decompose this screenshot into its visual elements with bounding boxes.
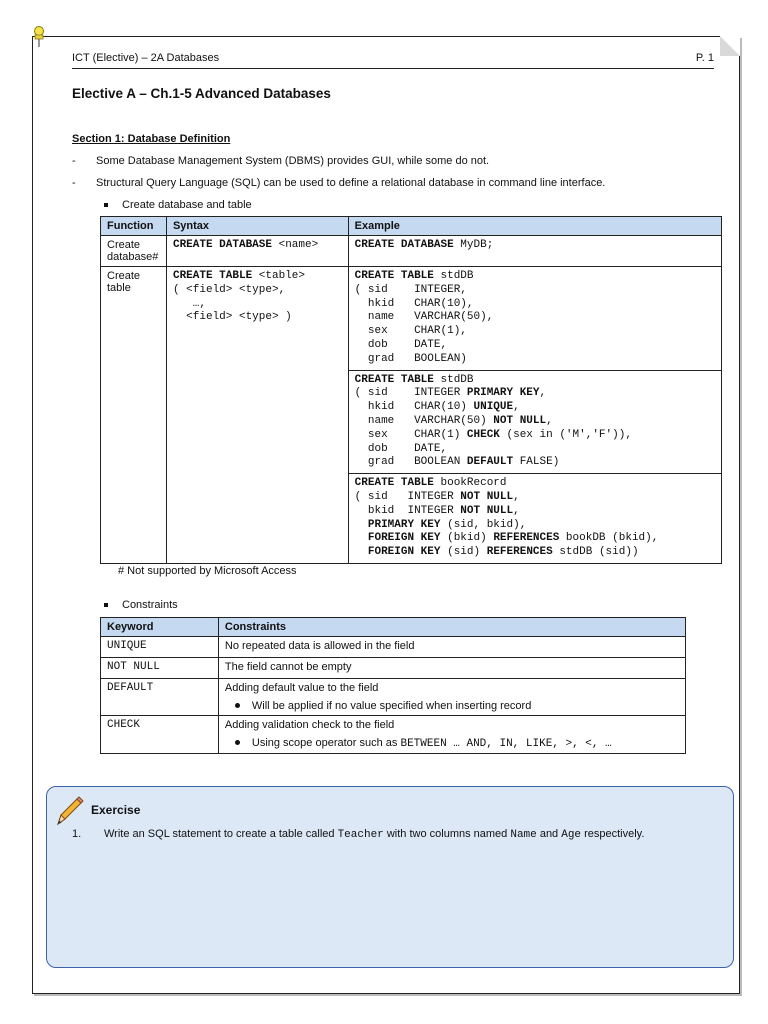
desc-unique: No repeated data is allowed in the field (218, 637, 685, 658)
keyword-unique: UNIQUE (101, 637, 219, 658)
keyword-not-null: NOT NULL (101, 657, 219, 678)
desc-check: Adding validation check to the field Using scope operator such as BETWEEN … AND, IN, LIKE, >, <, … (218, 715, 685, 753)
course-title: ICT (Elective) – 2A Databases (72, 52, 220, 64)
keyword-check: CHECK (101, 715, 219, 753)
cell-example-2c: CREATE TABLE bookRecord ( sid INTEGER NOT NULL, bkid INTEGER NOT NULL, PRIMARY KEY (sid, bkid), FOREIGN KEY (bkid) REFERENCES bookDB (bkid), FOREIGN KEY (sid) REFERENCES stdDB (sid)) (348, 474, 721, 564)
exercise-box (46, 786, 734, 968)
constraints-table (100, 617, 686, 754)
round-bullet-icon (235, 740, 240, 745)
cell-syntax-1: CREATE DATABASE <name> (166, 236, 348, 267)
page-fold (720, 36, 740, 56)
desc-not-null: The field cannot be empty (218, 657, 685, 678)
cell-syntax-2: CREATE TABLE <table> ( <field> <type>, …, <field> <type> ) (166, 267, 348, 564)
section-heading: Section 1: Database Definition (72, 133, 231, 145)
col-example: Example (348, 217, 721, 236)
cell-example-1: CREATE DATABASE MyDB; (348, 236, 721, 267)
syntax-table (100, 216, 722, 564)
cell-example-2b: CREATE TABLE stdDB ( sid INTEGER PRIMARY KEY, hkid CHAR(10) UNIQUE, name VARCHAR(50) NOT NULL, sex CHAR(1) CHECK (sex in ('M','F')), dob DATE, grad BOOLEAN DEFAULT FALSE) (348, 370, 721, 474)
desc-default: Adding default value to the field Will be applied if no value specified when inserting record (218, 678, 685, 715)
col-syntax: Syntax (166, 217, 348, 236)
create-subpoint: Create database and table (104, 199, 252, 211)
access-note: # Not supported by Microsoft Access (118, 565, 297, 577)
constraints-subpoint: Constraints (104, 599, 178, 611)
point-2-text: Structural Query Language (SQL) can be used to define a relational database in command line interface. (96, 177, 606, 189)
exercise-title: Exercise (91, 803, 141, 817)
cell-function-1: Create database# (101, 236, 167, 267)
pushpin-icon (32, 26, 46, 48)
cell-function-2: Create table (101, 267, 167, 564)
col-constraints: Constraints (218, 618, 685, 637)
chapter-title: Elective A – Ch.1-5 Advanced Databases (72, 86, 331, 101)
square-bullet-icon (104, 203, 108, 207)
page-number: P. 1 (695, 52, 714, 64)
col-keyword: Keyword (101, 618, 219, 637)
point-1-text: Some Database Management System (DBMS) provides GUI, while some do not. (96, 155, 490, 167)
square-bullet-icon (104, 603, 108, 607)
cell-example-2a: CREATE TABLE stdDB ( sid INTEGER, hkid CHAR(10), name VARCHAR(50), sex CHAR(1), dob DATE, grad BOOLEAN) (348, 267, 721, 371)
page-header (72, 52, 714, 69)
keyword-default: DEFAULT (101, 678, 219, 715)
pencil-icon (52, 794, 86, 828)
col-function: Function (101, 217, 167, 236)
round-bullet-icon (235, 703, 240, 708)
